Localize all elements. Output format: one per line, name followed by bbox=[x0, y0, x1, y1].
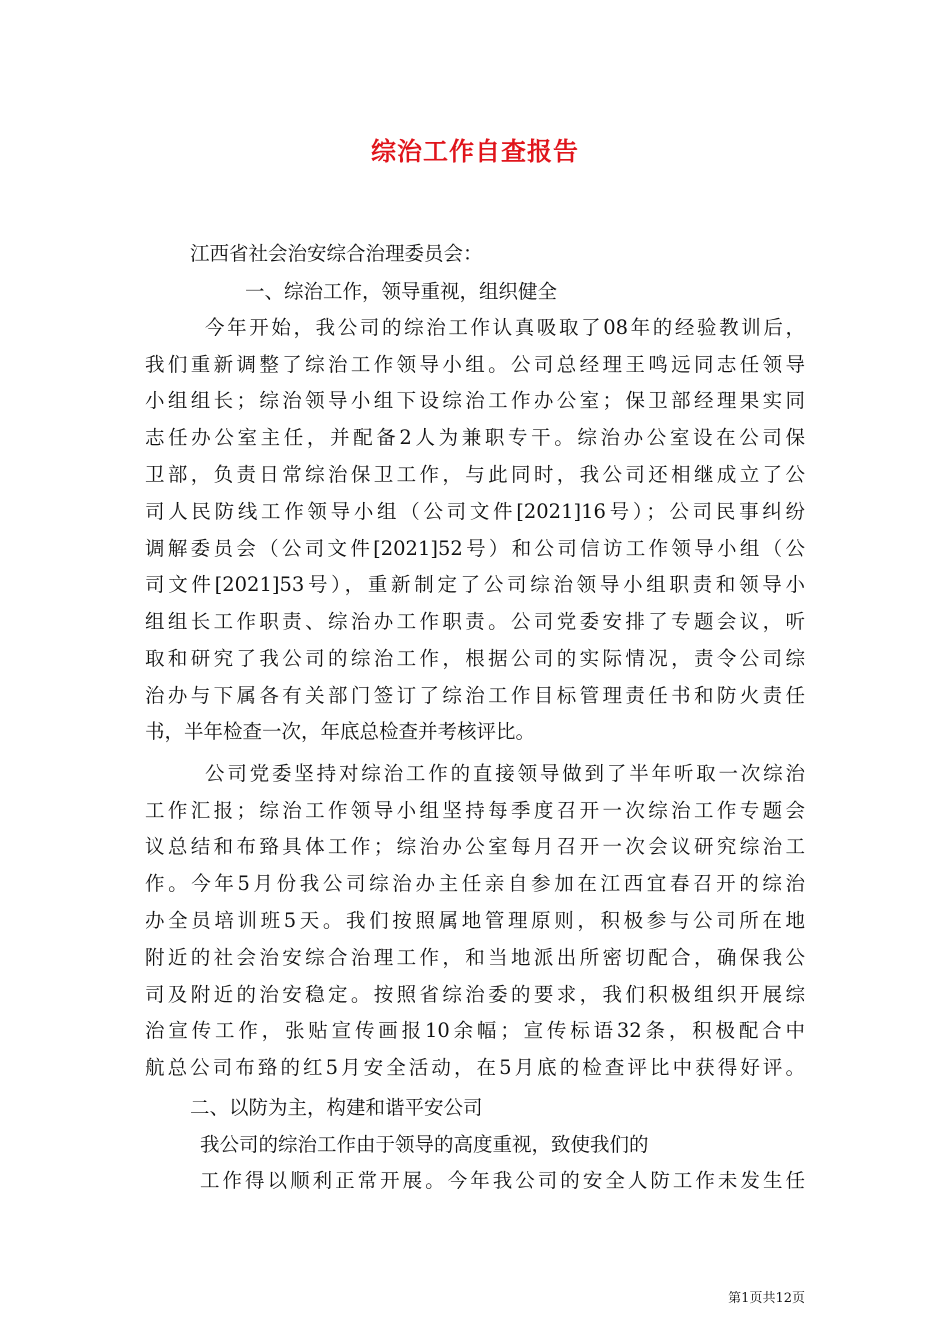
paragraph-line: 议总结和布臵具体工作；综治办公室每月召开一次会议研究综治工 bbox=[145, 835, 805, 858]
paragraph-line: 治办与下属各有关部门签订了综治工作目标管理责任书和防火责任 bbox=[145, 684, 805, 707]
paragraph-line: 办全员培训班5天。我们按照属地管理原则，积极参与公司所在地 bbox=[145, 909, 805, 932]
document-title: 综治工作自查报告 bbox=[370, 137, 579, 166]
section-heading-1: 一、综治工作，领导重视，组织健全 bbox=[245, 280, 558, 303]
paragraph-line: 司人民防线工作领导小组（公司文件[2021]16号）；公司民事纠纷 bbox=[145, 500, 805, 523]
paragraph-line: 司及附近的治安稳定。按照省综治委的要求，我们积极组织开展综 bbox=[145, 983, 805, 1006]
paragraph-line: 我公司的综治工作由于领导的高度重视，致使我们的 bbox=[200, 1133, 649, 1156]
paragraph-line: 附近的社会治安综合治理工作，和当地派出所密切配合，确保我公 bbox=[145, 946, 805, 969]
paragraph-line: 卫部，负责日常综治保卫工作，与此同时，我公司还相继成立了公 bbox=[145, 463, 805, 486]
paragraph-line: 调解委员会（公司文件[2021]52号）和公司信访工作领导小组（公 bbox=[145, 537, 805, 560]
section-heading-2: 二、以防为主，构建和谐平安公司 bbox=[190, 1096, 483, 1119]
paragraph-line: 公司党委坚持对综治工作的直接领导做到了半年听取一次综治 bbox=[205, 762, 805, 785]
paragraph-line: 作。今年5月份我公司综治办主任亲自参加在江西宜春召开的综治 bbox=[145, 872, 805, 895]
paragraph-line: 组组长工作职责、综治办工作职责。公司党委安排了专题会议，听 bbox=[145, 610, 805, 633]
page-number-footer: 第1页共12页 bbox=[728, 1291, 805, 1306]
salutation: 江西省社会治安综合治理委员会： bbox=[190, 242, 483, 265]
paragraph-line: 取和研究了我公司的综治工作，根据公司的实际情况，责令公司综 bbox=[145, 647, 805, 670]
paragraph-line: 治宣传工作，张贴宣传画报10余幅；宣传标语32条，积极配合中 bbox=[145, 1019, 805, 1042]
paragraph-line: 今年开始，我公司的综治工作认真吸取了08年的经验教训后， bbox=[205, 316, 805, 339]
paragraph-line: 工作汇报；综治工作领导小组坚持每季度召开一次综治工作专题会 bbox=[145, 799, 805, 822]
paragraph-line: 志任办公室主任，并配备2人为兼职专干。综治办公室设在公司保 bbox=[145, 426, 805, 449]
paragraph-line: 小组组长；综治领导小组下设综治工作办公室；保卫部经理果实同 bbox=[145, 389, 805, 412]
paragraph-line: 我们重新调整了综治工作领导小组。公司总经理王鸣远同志任领导 bbox=[145, 353, 805, 376]
paragraph-line: 司文件[2021]53号），重新制定了公司综治领导小组职责和领导小 bbox=[145, 573, 805, 596]
paragraph-line: 航总公司布臵的红5月安全活动，在5月底的检查评比中获得好评。 bbox=[145, 1056, 805, 1079]
paragraph-line: 书，半年检查一次，年底总检查并考核评比。 bbox=[145, 720, 536, 743]
paragraph-line: 工作得以顺利正常开展。今年我公司的安全人防工作未发生任 bbox=[200, 1169, 805, 1192]
